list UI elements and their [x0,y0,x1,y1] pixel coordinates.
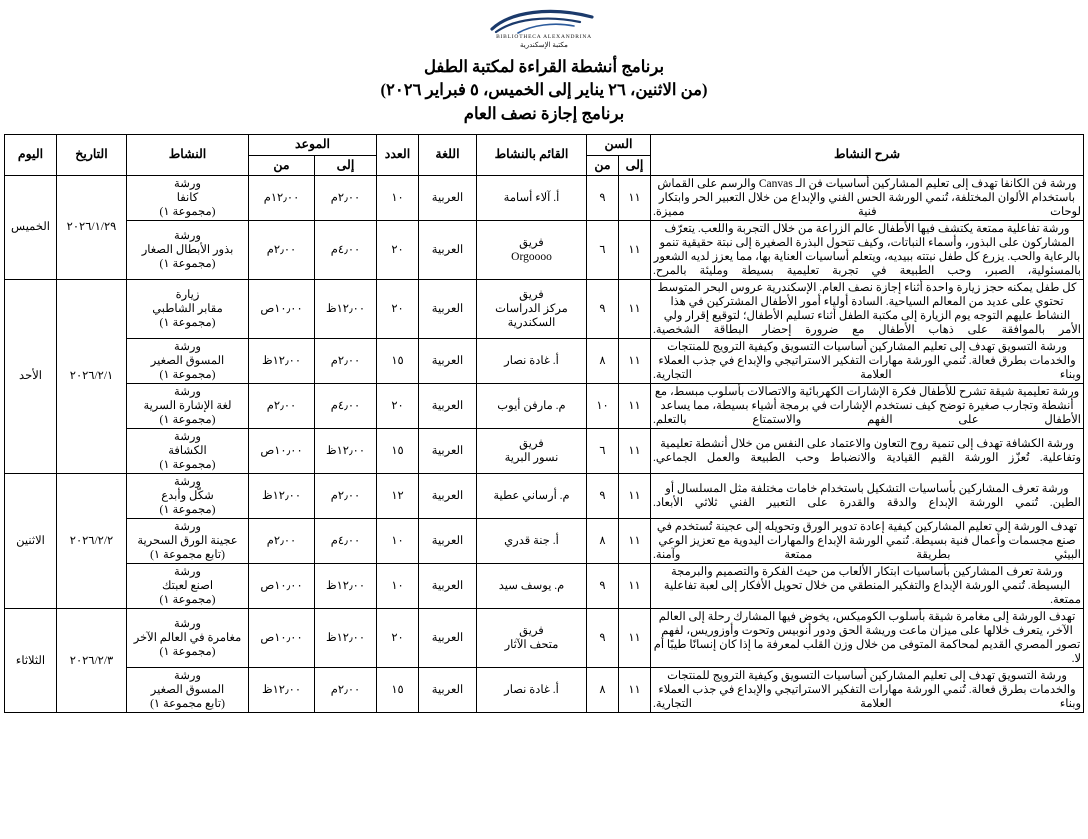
table-row [5,175,1084,220]
cell-count: ١٢ [377,474,419,519]
cell-activity: ورشة مغامرة في العالم الآخر (مجموعة ١) [127,609,249,668]
cell-staff: فريق مركز الدراسات السكندرية [477,279,587,338]
cell-count: ١٠ [377,519,419,564]
cell-time_to: ٤٫٠٠م [315,220,377,279]
cell-time_to: ٢٫٠٠م [315,474,377,519]
cell-time_to: ٢٫٠٠م [315,338,377,383]
table-head [5,135,1084,176]
header-day: اليوم [5,135,57,176]
cell-age_to: ١١ [619,220,651,279]
cell-date: ٢٠٢٦/٢/٣ [57,609,127,713]
cell-time_to: ١٢٫٠٠ظ [315,279,377,338]
cell-activity: ورشة بذور الأبطال الصغار (مجموعة ١) [127,220,249,279]
header-age-to: إلى [619,155,651,175]
cell-time_from: ١٠٫٠٠ص [249,564,315,609]
cell-time_to: ١٢٫٠٠ظ [315,609,377,668]
cell-description: ورشة فن الكانفا تهدف إلى تعليم المشاركين أساسيات فن الـ Canvas والرسم على القماش باستخدام الألوان المختلفة، تُنمي الورشة الحس الفني والإبداع من خلال التعبير الحر وابتكار لوحات فنية مميزة. [651,175,1084,220]
table-row [5,564,1084,609]
document-titles [0,55,1088,127]
cell-age_from: ٩ [587,279,619,338]
cell-description: ورشة تفاعلية ممتعة يكتشف فيها الأطفال عالم الزراعة من خلال التجربة واللعب. يتعرّف المشاركون على البذور، وأسماء النباتات، وكيف تتحول البذرة الصغيرة إلى نبتة حقيقية تنمو بالرعاية والحب. يزرع كل طفل نبتته ببيديه، ويتعلم أساسيات العناية بها، مما يعزز لديه الشعور بالمسئولية، الصبر، وحب الطبيعة في تجربة تعليمية بسيطة ومليئة بالمرح. [651,220,1084,279]
cell-language: العربية [419,519,477,564]
cell-time_from: ١٠٫٠٠ص [249,429,315,474]
table-row [5,279,1084,338]
title-line-2: (من الاثنين، ٢٦ يناير إلى الخميس، ٥ فبراير ٢٠٢٦) [380,80,708,100]
cell-description: ورشة تعليمية شيقة تشرح للأطفال فكرة الإشارات الكهربائية والاتصالات بأسلوب مبسط، مع أنشطة وتجارب صغيرة توضح كيف نستخدم الإشارات في برمجة أشياء بسيطة، مما يساعد الأطفال على الفهم والاستمتاع بالتعلم. [651,383,1084,428]
cell-language: العربية [419,668,477,713]
cell-language: العربية [419,220,477,279]
table-row [5,383,1084,428]
cell-count: ٢٠ [377,609,419,668]
cell-age_to: ١١ [619,175,651,220]
cell-age_to: ١١ [619,383,651,428]
cell-day: الثلاثاء [5,609,57,713]
cell-age_from: ٩ [587,175,619,220]
cell-date: ٢٠٢٦/١/٢٩ [57,175,127,279]
logo-mark-icon [488,8,600,34]
cell-time_from: ٢٫٠٠م [249,383,315,428]
cell-age_from: ٨ [587,519,619,564]
cell-description: ورشة تعرف المشاركين بأساسيات ابتكار الألعاب من حيث الفكرة والتصميم والبرمجة البسيطة. تُنمي الورشة الإبداع والتفكير المنطقي من خلال تحويل الأفكار إلى لعبة تفاعلية ممتعة. [651,564,1084,609]
cell-language: العربية [419,383,477,428]
cell-description: ورشة التسويق تهدف إلى تعليم المشاركين أساسيات التسويق وكيفية الترويج للمنتجات والخدمات بطرق فعالة. تُنمي الورشة مهارات التفكير الاستراتيجي والإبداع في جذب العملاء وبناء العلامة التجارية. [651,338,1084,383]
cell-time_to: ٤٫٠٠م [315,519,377,564]
cell-count: ٢٠ [377,279,419,338]
header-age-from: من [587,155,619,175]
cell-age_to: ١١ [619,519,651,564]
title-line-3: برنامج إجازة نصف العام [463,104,625,124]
title-line-1: برنامج أنشطة القراءة لمكتبة الطفل [423,56,665,76]
cell-language: العربية [419,175,477,220]
cell-staff: أ. غادة نصار [477,668,587,713]
cell-age_to: ١١ [619,564,651,609]
cell-age_from: ٨ [587,338,619,383]
header-time-to: إلى [315,155,377,175]
cell-day: الخميس [5,175,57,279]
cell-time_to: ٢٫٠٠م [315,668,377,713]
header-language: اللغة [419,135,477,176]
cell-language: العربية [419,609,477,668]
table-row [5,220,1084,279]
table-row [5,429,1084,474]
cell-description: ورشة التسويق تهدف إلى تعليم المشاركين أساسيات التسويق وكيفية الترويج للمنتجات والخدمات بطرق فعالة. تُنمي الورشة مهارات التفكير الاستراتيجي والإبداع في جذب العملاء وبناء العلامة التجارية. [651,668,1084,713]
header-description: شرح النشاط [651,135,1084,176]
cell-description: ورشة تعرف المشاركين بأساسيات التشكيل باستخدام خامات مختلفة مثل المسلسال أو الطين. تُنمي الورشة الإبداع والدقة والقدرة على التعبير الفني ثلاثي الأبعاد. [651,474,1084,519]
header-staff: القائم بالنشاط [477,135,587,176]
cell-count: ١٥ [377,429,419,474]
table-row [5,474,1084,519]
cell-staff: أ. جنة قدري [477,519,587,564]
cell-time_from: ٢٫٠٠م [249,220,315,279]
cell-age_to: ١١ [619,279,651,338]
cell-age_to: ١١ [619,338,651,383]
cell-age_to: ١١ [619,429,651,474]
cell-activity: زيارة مقابر الشاطبي (مجموعة ١) [127,279,249,338]
cell-staff: أ. غادة نصار [477,338,587,383]
cell-time_from: ١٢٫٠٠ظ [249,474,315,519]
logo-text-english: BIBLIOTHECA ALEXANDRINA [496,34,592,40]
cell-age_from: ٨ [587,668,619,713]
cell-age_from: ٩ [587,474,619,519]
cell-staff: أ. آلاء أسامة [477,175,587,220]
cell-time_from: ٢٫٠٠م [249,519,315,564]
table-row [5,519,1084,564]
cell-age_from: ٩ [587,609,619,668]
cell-description: ورشة الكشافة تهدف إلى تنمية روح التعاون والاعتماد على النفس من خلال أنشطة تعليمية وتفاعلية. تُعزّز الورشة القيم القيادية والانضباط وحب الطبيعة والعمل الجماعي. [651,429,1084,474]
cell-description: تهدف الورشة إلى مغامرة شيقة بأسلوب الكوميكس، يخوض فيها المشارك رحلة إلى العالم الآخر، يتعرف خلالها على ميزان ماعت وريشة الحق ودور أنوبيس وتحوت وأوزوريس، لفهم تصور المصري القديم لمحاكمة المتوفى من خلال وزن القلب لمعرفة ما إذا كان إنسانًا طيبًا أم لا. [651,609,1084,668]
cell-staff: م. مارفن أيوب [477,383,587,428]
table-row [5,338,1084,383]
cell-count: ١٥ [377,668,419,713]
table-body [5,175,1084,713]
table-row [5,609,1084,668]
cell-language: العربية [419,338,477,383]
cell-staff: م. يوسف سيد [477,564,587,609]
logo-header [0,0,1088,49]
header-time-from: من [249,155,315,175]
schedule-table-wrapper [0,134,1088,713]
cell-count: ١٠ [377,175,419,220]
cell-age_to: ١١ [619,609,651,668]
cell-time_to: ٤٫٠٠م [315,383,377,428]
header-age-group: السن [587,135,651,155]
cell-activity: ورشة شكّل وأبدع (مجموعة ١) [127,474,249,519]
header-time-group: الموعد [249,135,377,155]
cell-age_to: ١١ [619,474,651,519]
cell-day: الأحد [5,279,57,473]
cell-time_from: ١٢٫٠٠ظ [249,668,315,713]
cell-count: ٢٠ [377,383,419,428]
header-row-1 [5,135,1084,155]
cell-time_from: ١٢٫٠٠م [249,175,315,220]
cell-time_from: ١٢٫٠٠ظ [249,338,315,383]
cell-count: ١٠ [377,564,419,609]
cell-activity: ورشة لغة الإشارة السرية (مجموعة ١) [127,383,249,428]
cell-time_from: ١٠٫٠٠ص [249,279,315,338]
cell-age_from: ٦ [587,429,619,474]
cell-language: العربية [419,429,477,474]
cell-staff: فريق نسور البرية [477,429,587,474]
cell-staff: فريق Orgoooo [477,220,587,279]
cell-language: العربية [419,279,477,338]
cell-description: تهدف الورشة إلى تعليم المشاركين كيفية إعادة تدوير الورق وتحويله إلى عجينة تُستخدم في صنع مجسمات وأعمال فنية بسيطة. تُنمي الورشة الإبداع والمهارات اليدوية مع تعزيز الوعي البيئي بطريقة ممتعة وآمنة. [651,519,1084,564]
cell-staff: فريق متحف الآثار [477,609,587,668]
cell-age_to: ١١ [619,668,651,713]
cell-time_to: ١٢٫٠٠ظ [315,564,377,609]
cell-activity: ورشة المسوق الصغير (تابع مجموعة ١) [127,668,249,713]
cell-activity: ورشة الكشافة (مجموعة ١) [127,429,249,474]
cell-day: الاثنين [5,474,57,609]
cell-date: ٢٠٢٦/٢/٢ [57,474,127,609]
cell-count: ٢٠ [377,220,419,279]
cell-time_from: ١٠٫٠٠ص [249,609,315,668]
table-row [5,668,1084,713]
cell-time_to: ٢٫٠٠م [315,175,377,220]
header-activity: النشاط [127,135,249,176]
cell-activity: ورشة المسوق الصغير (مجموعة ١) [127,338,249,383]
cell-date: ٢٠٢٦/٢/١ [57,279,127,473]
cell-age_from: ٩ [587,564,619,609]
cell-activity: ورشة اصنع لعبتك (مجموعة ١) [127,564,249,609]
header-count: العدد [377,135,419,176]
cell-age_from: ٦ [587,220,619,279]
bibliotheca-alexandrina-logo [485,8,603,49]
cell-description: كل طفل يمكنه حجز زيارة واحدة أثناء إجازة نصف العام. الإسكندرية عروس البحر المتوسط تحتوي على عديد من المعالم السياحية. السادة أولياء أمور الأطفال المشتركين في هذا النشاط عليهم التوجه يوم الزيارة إلى مكتبة الطفل أثناء تسليم الأطفال؛ لتوقيع إقرار ولي الأمر بالموافقة على ذهاب الأطفال مع ضرورة إحضار البطاقة الشخصية. [651,279,1084,338]
cell-count: ١٥ [377,338,419,383]
schedule-table [4,134,1084,713]
cell-activity: ورشة كانفا (مجموعة ١) [127,175,249,220]
cell-language: العربية [419,564,477,609]
cell-age_from: ١٠ [587,383,619,428]
logo-text-arabic: مكتبة الإسكندرية [520,40,568,49]
cell-language: العربية [419,474,477,519]
cell-activity: ورشة عجينة الورق السحرية (تابع مجموعة ١) [127,519,249,564]
cell-staff: م. أرساني عطية [477,474,587,519]
cell-time_to: ١٢٫٠٠ظ [315,429,377,474]
header-date: التاريخ [57,135,127,176]
